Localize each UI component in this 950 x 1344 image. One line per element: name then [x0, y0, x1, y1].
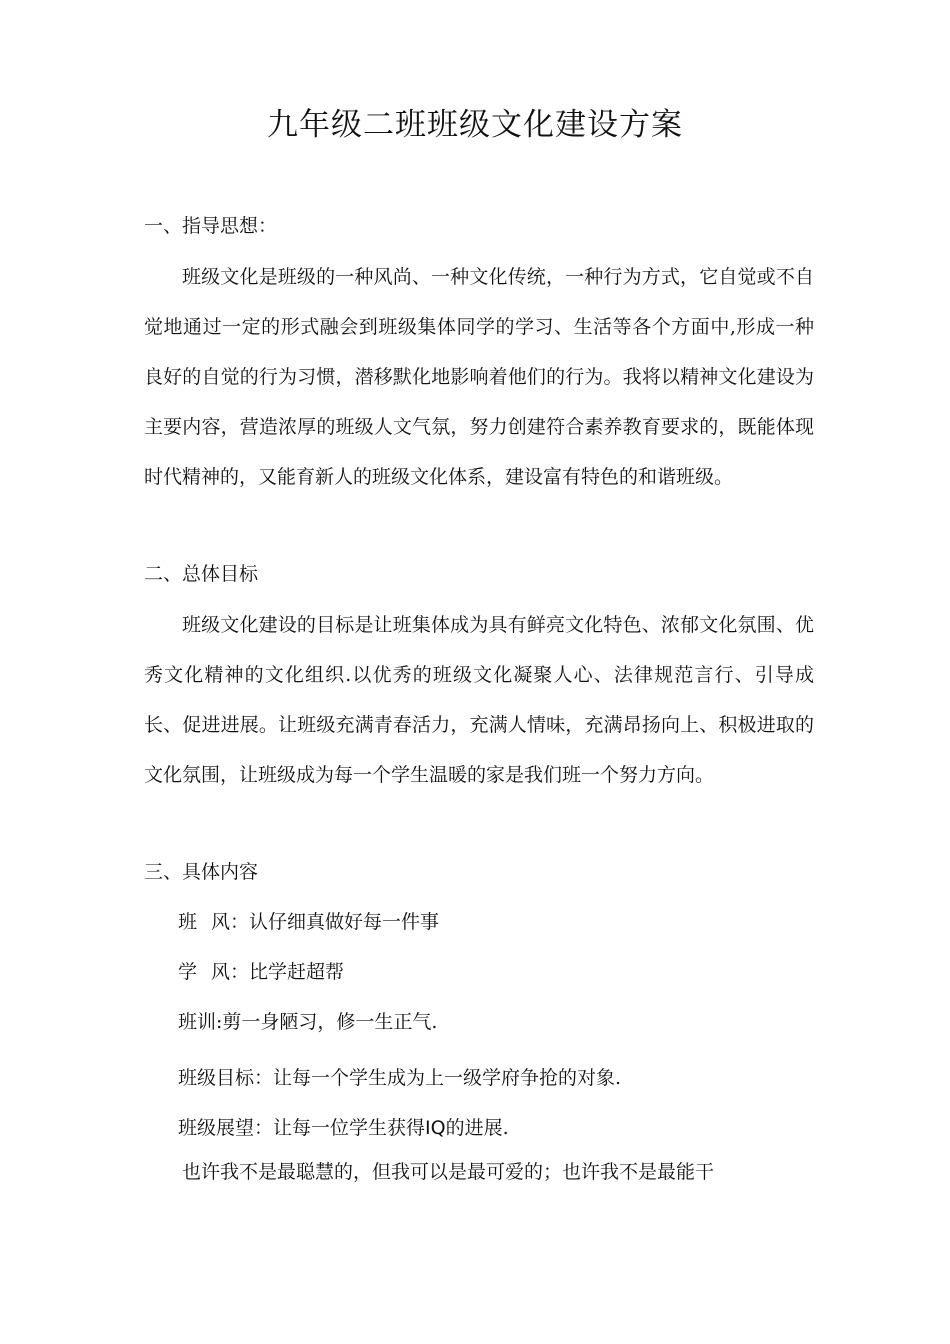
- list-item-class-motto: [178, 1008, 818, 1036]
- list-item-class-outlook: [178, 1114, 818, 1142]
- item-text-after: 的进展.: [445, 1117, 509, 1139]
- item-text-iq: IQ: [425, 1117, 446, 1139]
- paragraph-overall-goal: 班级文化建设的目标是让班集体成为具有鲜亮文化特色、浓郁文化氛围、优秀文化精神的文化组织.以优秀的班级文化凝聚人心、法律规范言行、引导成长、促进进展。让班级充满青春活力，充满人情味，充满昂扬向上、积极进取的文化氛围，让班级成为每一个学生温暖的家是我们班一个努力方向。: [144, 614, 814, 786]
- item-label-rest: 风：: [211, 961, 250, 983]
- item-label-first-char: 班: [178, 911, 198, 933]
- item-text-before: 让每一位学生获得: [273, 1117, 426, 1139]
- item-text: 让每一个学生成为上一级学府争抢的对象.: [273, 1067, 622, 1089]
- section-heading-overall-goal: 二、总体目标: [144, 563, 259, 585]
- paragraph-guiding-idea: 班级文化是班级的一种风尚、一种文化传统，一种行为方式，它自觉或不自觉地通过一定的形式融会到班级集体同学的学习、生活等各个方面中,形成一种良好的自觉的行为习惯，潜移默化地影响着他们的行为。我将以精神文化建设为主要内容，营造浓厚的班级人文气氛，努力创建符合素养教育要求的，既能体现时代精神的，又能育新人的班级文化体系，建设富有特色的和谐班级。: [144, 266, 814, 488]
- item-label-rest: 风：: [211, 911, 250, 933]
- list-item-class-style: [178, 908, 818, 936]
- item-label: 班训:: [178, 1011, 223, 1033]
- document-title: 九年级二班班级文化建设方案: [267, 107, 683, 143]
- list-item-class-goal: [178, 1064, 818, 1092]
- list-item-study-style: [178, 958, 818, 986]
- item-label-first-char: 学: [178, 961, 198, 983]
- item-text: 剪一身陋习，修一生正气.: [222, 1011, 438, 1033]
- section-heading-guiding-idea: 一、指导思想：: [144, 215, 278, 237]
- item-text: 比学赶超帮: [249, 961, 345, 983]
- item-label: 班级目标：: [178, 1067, 274, 1089]
- paragraph-closing: 也许我不是最聪慧的，但我可以是最可爱的；也许我不是最能干: [182, 1161, 715, 1183]
- item-label: 班级展望：: [178, 1117, 274, 1139]
- section-heading-specific-content: 三、具体内容: [144, 861, 259, 883]
- item-text: 认仔细真做好每一件事: [249, 911, 440, 933]
